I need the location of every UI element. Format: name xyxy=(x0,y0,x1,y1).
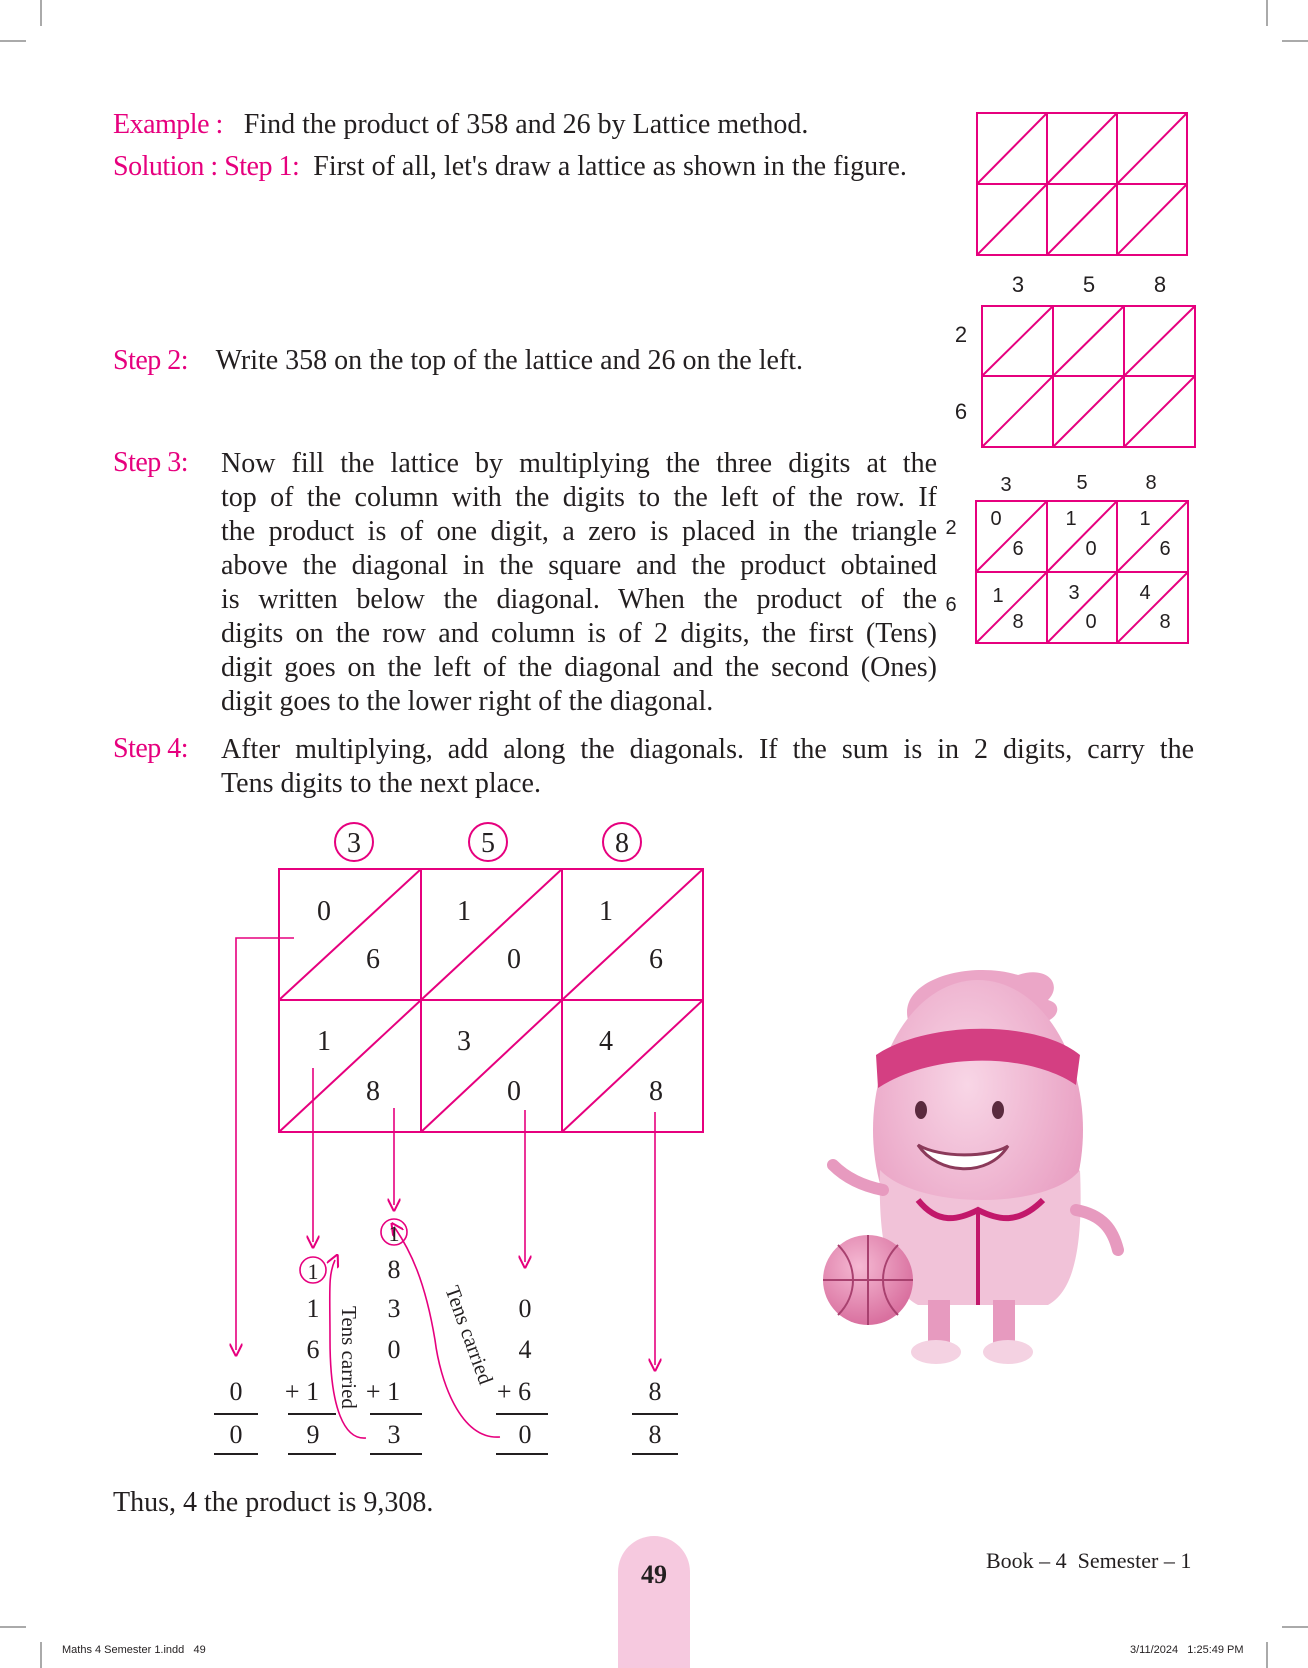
sum-digit: + 1 xyxy=(365,1377,401,1406)
cell-tens: 4 xyxy=(599,1026,613,1057)
cell-tens: 1 xyxy=(599,896,613,927)
step3-line: digit goes on the left of the diagonal and the second (Ones) xyxy=(221,652,937,683)
step3-line: Now fill the lattice by multiplying the three digits at the xyxy=(221,448,937,479)
cell-tens: 4 xyxy=(1139,582,1151,604)
step3-line: the product is of one digit, a zero is placed in the triangle xyxy=(221,516,937,547)
cell-ones: 0 xyxy=(507,1076,521,1107)
step3-line: is written below the diagonal. When the product of the xyxy=(221,584,937,615)
sum-digit: 3 xyxy=(387,1294,401,1323)
step3-text xyxy=(221,447,937,719)
cell-tens: 0 xyxy=(317,896,331,927)
arm xyxy=(1076,1210,1118,1250)
step4-line: Tens digits to the next place. xyxy=(221,768,541,799)
example-line xyxy=(113,108,993,142)
top-digit: 5 xyxy=(1082,272,1096,297)
slug-left: Maths 4 Semester 1.indd 49 xyxy=(62,1644,206,1656)
eye xyxy=(992,1101,1004,1119)
left-digit: 2 xyxy=(945,517,957,539)
cell-ones: 6 xyxy=(366,944,380,975)
sum-result: 0 xyxy=(229,1420,243,1449)
sum-digit: 4 xyxy=(518,1335,532,1364)
sum-digit: + 1 xyxy=(284,1377,320,1406)
example-label: Example : xyxy=(113,109,223,140)
step4-line: After multiplying, add along the diagonals. If the sum is in 2 digits, carry the xyxy=(221,734,1194,765)
sum-result: 0 xyxy=(518,1420,532,1449)
tens-carried-label: Tens carried xyxy=(440,1282,499,1388)
sum-result: 8 xyxy=(648,1420,662,1449)
cell-ones: 8 xyxy=(366,1076,380,1107)
sum-digit: 1 xyxy=(306,1294,320,1323)
eye xyxy=(915,1101,927,1119)
cell-ones: 6 xyxy=(649,944,663,975)
empty-lattice xyxy=(970,110,1196,260)
leg xyxy=(993,1300,1015,1345)
shoe xyxy=(911,1340,961,1364)
step4-text xyxy=(221,733,1194,801)
cell-tens: 1 xyxy=(317,1026,331,1057)
sum-result: 3 xyxy=(387,1420,401,1449)
solution-label: Solution : Step 1: xyxy=(113,151,300,182)
sum-digit: 6 xyxy=(306,1335,320,1364)
leg xyxy=(928,1300,950,1345)
cell-ones: 8 xyxy=(1012,611,1024,633)
sum-digit: 0 xyxy=(518,1294,532,1323)
cell-tens: 1 xyxy=(992,585,1004,607)
cell-ones: 0 xyxy=(1085,538,1097,560)
cell-tens: 3 xyxy=(457,1026,471,1057)
arm xyxy=(833,1165,883,1190)
top-digit: 8 xyxy=(615,828,629,859)
cell-ones: 0 xyxy=(1085,611,1097,633)
lattice-with-digits xyxy=(945,265,1205,450)
cell-tens: 1 xyxy=(1065,508,1077,530)
cell-tens: 1 xyxy=(1139,508,1151,530)
lattice-diagram xyxy=(200,820,720,1460)
step3-label: Step 3: xyxy=(113,447,189,478)
step2-text: Write 358 on the top of the lattice and 26 on the left. xyxy=(215,345,804,376)
page-number-tab xyxy=(618,1536,690,1668)
top-digit: 5 xyxy=(1076,472,1088,494)
top-digit: 8 xyxy=(1145,472,1157,494)
step3-line: above the diagonal in the square and the product obtained xyxy=(221,550,937,581)
solution-text: First of all, let's draw a lattice as shown in the figure. xyxy=(313,151,907,182)
cell-ones: 6 xyxy=(1159,538,1171,560)
carry-digit: 1 xyxy=(388,1221,400,1246)
filled-lattice-small xyxy=(940,465,1200,650)
sum-digit: 0 xyxy=(387,1335,401,1364)
page-number: 49 xyxy=(641,1560,667,1589)
sum-result: 9 xyxy=(306,1420,320,1449)
top-digit: 8 xyxy=(1153,272,1167,297)
shoe xyxy=(983,1340,1033,1364)
step3-line: digits on the row and column is of 2 digits, the first (Tens) xyxy=(221,618,937,649)
slug-right: 3/11/2024 1:25:49 PM xyxy=(1130,1644,1244,1656)
cell-ones: 8 xyxy=(649,1076,663,1107)
carry-arrow xyxy=(395,1228,500,1437)
mascot-illustration xyxy=(818,960,1188,1400)
sum-digit: 8 xyxy=(387,1255,401,1284)
conclusion: Thus, 4 the product is 9,308. xyxy=(113,1487,434,1518)
example-text: Find the product of 358 and 26 by Lattice method. xyxy=(243,109,809,140)
cell-tens: 0 xyxy=(990,508,1002,530)
cell-tens: 3 xyxy=(1068,582,1080,604)
top-digit: 5 xyxy=(481,828,495,859)
cell-tens: 1 xyxy=(457,896,471,927)
step3-line: top of the column with the digits to the left of the row. If xyxy=(221,482,937,513)
step4-label: Step 4: xyxy=(113,733,189,764)
step3-line: digit goes to the lower right of the diagonal. xyxy=(221,686,714,717)
sum-digit: 8 xyxy=(648,1377,662,1406)
top-digit: 3 xyxy=(1011,272,1025,297)
carry-digit: 1 xyxy=(307,1259,319,1284)
sum-digit: + 6 xyxy=(496,1377,532,1406)
step2-label: Step 2: xyxy=(113,345,189,376)
cell-ones: 0 xyxy=(507,944,521,975)
sum-digit: 0 xyxy=(229,1377,243,1406)
cell-ones: 8 xyxy=(1159,611,1171,633)
top-digit: 3 xyxy=(1000,474,1012,496)
left-digit: 6 xyxy=(945,594,957,616)
solution-line xyxy=(113,150,993,184)
step2-line xyxy=(113,344,803,378)
left-digit: 6 xyxy=(954,399,968,424)
cell-ones: 6 xyxy=(1012,538,1024,560)
left-digit: 2 xyxy=(954,322,968,347)
tens-carried-label: Tens carried xyxy=(337,1306,361,1409)
top-digit: 3 xyxy=(347,828,361,859)
book-info: Book – 4 Semester – 1 xyxy=(986,1548,1192,1573)
